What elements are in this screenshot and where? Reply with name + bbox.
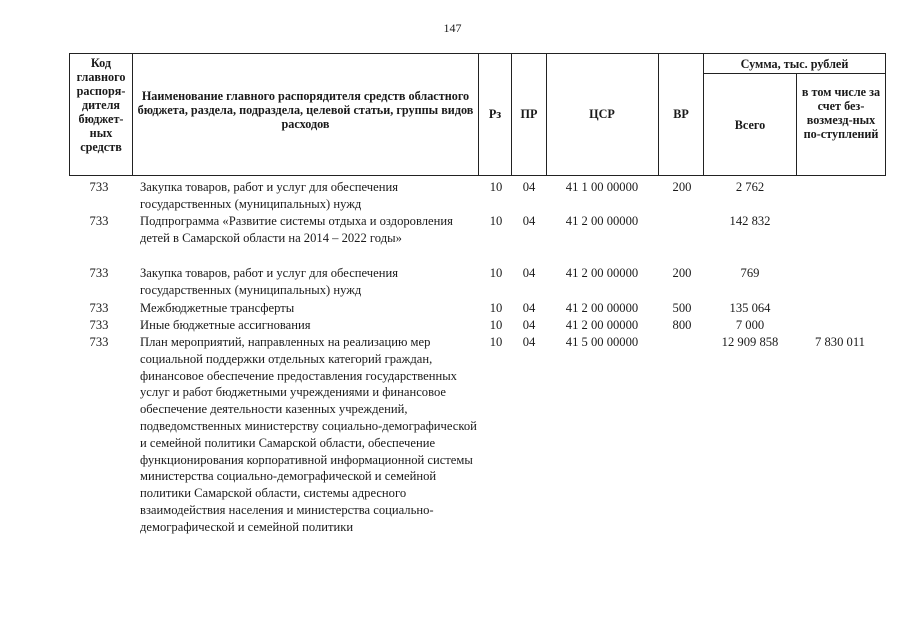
table-cell-pr: 04 (522, 266, 536, 280)
header-csr: ЦСР (589, 107, 615, 121)
table-cell-vr: 500 (672, 301, 692, 315)
table-cell-code: 733 (89, 214, 109, 228)
sum-group-rule (703, 73, 886, 74)
table-cell-pr: 04 (522, 335, 536, 349)
col-divider (703, 53, 704, 176)
table-cell-name: Межбюджетные трансферты (140, 301, 295, 315)
table-cell-pr: 04 (522, 318, 536, 332)
table-cell-rz: 10 (489, 301, 503, 315)
table-cell-vr: 200 (672, 266, 692, 280)
header-gratuitous: в том числе за счет без-возмезд-ных по-ступлений (801, 85, 881, 141)
header-code: Код главного распоря-дителя бюджет-ных средств (76, 56, 126, 154)
table-cell-total: 7 000 (735, 318, 765, 332)
table-cell-gratuitous: 7 830 011 (815, 335, 865, 349)
table-cell-code: 733 (89, 266, 109, 280)
table-cell-total: 769 (740, 266, 760, 280)
header-name: Наименование главного распорядителя средств областного бюджета, раздела, подраздела, целевой статьи, группы видов расходов (137, 89, 474, 131)
table-cell-code: 733 (89, 301, 109, 315)
table-cell-vr: 200 (672, 180, 692, 194)
header-sum-group: Сумма, тыс. рублей (740, 57, 849, 71)
header-rz: Рз (488, 107, 502, 121)
table-cell-total: 12 909 858 (721, 335, 779, 349)
table-cell-name: Закупка товаров, работ и услуг для обеспечения государственных (муниципальных) нужд (140, 266, 399, 297)
table-cell-name: Закупка товаров, работ и услуг для обеспечения государственных (муниципальных) нужд (140, 180, 399, 211)
table-cell-name: Иные бюджетные ассигнования (140, 318, 311, 332)
table-cell-pr: 04 (522, 180, 536, 194)
table-cell-code: 733 (89, 335, 109, 349)
page-number: 147 (443, 21, 462, 35)
table-cell-csr: 41 2 00 00000 (565, 301, 639, 315)
table-cell-rz: 10 (489, 266, 503, 280)
table-cell-pr: 04 (522, 301, 536, 315)
table-cell-rz: 10 (489, 214, 503, 228)
table-cell-pr: 04 (522, 214, 536, 228)
table-cell-csr: 41 2 00 00000 (565, 214, 639, 228)
table-cell-csr: 41 2 00 00000 (565, 318, 639, 332)
table-cell-csr: 41 5 00 00000 (565, 335, 639, 349)
table-cell-total: 135 064 (729, 301, 771, 315)
table-cell-code: 733 (89, 180, 109, 194)
table-cell-rz: 10 (489, 335, 503, 349)
table-cell-rz: 10 (489, 318, 503, 332)
table-cell-csr: 41 1 00 00000 (565, 180, 639, 194)
table-cell-vr: 800 (672, 318, 692, 332)
table-cell-name: Подпрограмма «Развитие системы отдыха и оздоровления детей в Самарской области на 2014 – 2022 годы» (140, 214, 453, 245)
header-vr: ВР (673, 107, 689, 121)
table-cell-name: План мероприятий, направленных на реализацию мер социальной поддержки отдельных категорий граждан, финансовое обеспечение предоставления государственных услуг и работ бюджетными учреждениями и финансовое обеспечение деятельности казенных учреждений, подведомственных министерству социально-демографической и семейной политики Самарской области, обеспечение функционирования корпоративной информационной системы министерства социально-демографической и семейной политики Самарской области, системы адресного взаимодействия населения и министерства социально-демографической и семейной политики (140, 335, 477, 534)
col-divider (796, 74, 797, 176)
col-divider (478, 53, 479, 176)
table-cell-rz: 10 (489, 180, 503, 194)
header-pr: ПР (520, 107, 538, 121)
table-cell-total: 142 832 (729, 214, 771, 228)
table-cell-csr: 41 2 00 00000 (565, 266, 639, 280)
col-divider (132, 53, 133, 176)
col-divider (546, 53, 547, 176)
col-divider (885, 53, 886, 176)
table-cell-total: 2 762 (735, 180, 765, 194)
col-divider (69, 53, 70, 176)
header-total: Всего (734, 118, 766, 132)
table-cell-code: 733 (89, 318, 109, 332)
col-divider (658, 53, 659, 176)
col-divider (511, 53, 512, 176)
